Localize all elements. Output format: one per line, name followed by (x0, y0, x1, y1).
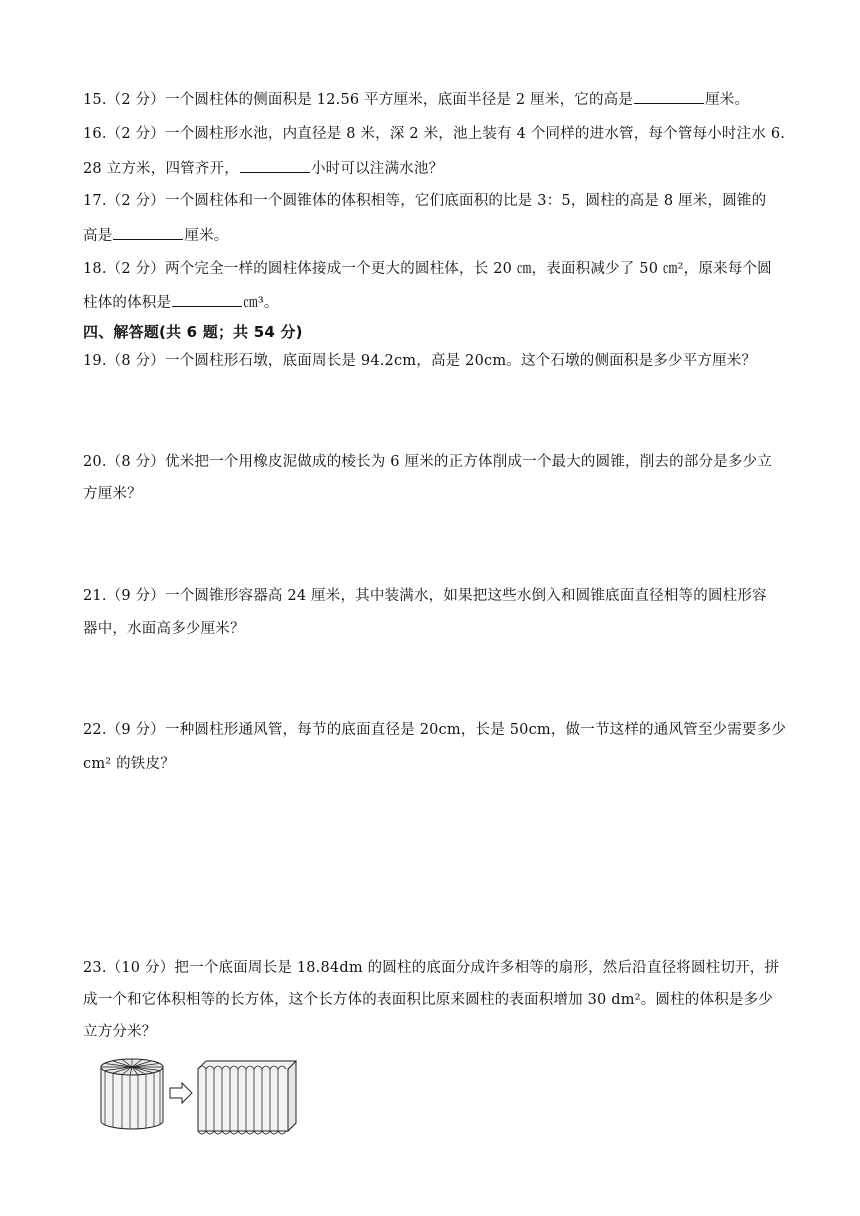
question-15 (83, 89, 749, 110)
question-18-line2 (83, 292, 279, 313)
cylinder-to-cuboid-figure (98, 1055, 298, 1135)
question-20-line1: 20.（8 分）优米把一个用橡皮泥做成的棱长为 6 厘米的正方体削成一个最大的圆锥，削去的部分是多少立 (83, 454, 773, 470)
cylinder-icon (101, 1059, 163, 1129)
question-16-text: 28 立方米，四管齐开， (83, 161, 239, 177)
question-19: 19.（8 分）一个圆柱形石墩，底面周长是 94.2cm，高是 20cm。这个石墩的侧面积是多少平方厘米？ (83, 353, 757, 369)
section-title: 四、解答题(共 6 题；共 54 分) (83, 323, 303, 341)
question-18-line1: 18.（2 分）两个完全一样的圆柱体接成一个更大的圆柱体，长 20 ㎝，表面积减少了 50 ㎝²，原来每个圆 (83, 261, 772, 277)
question-20-line2: 方厘米？ (83, 486, 142, 502)
question-16-tail: 小时可以注满水池？ (310, 161, 444, 177)
question-21-line1: 21.（9 分）一个圆锥形容器高 24 厘米，其中装满水，如果把这些水倒入和圆锥底面直径相等的圆柱形容 (83, 588, 767, 604)
question-16-line1: 16.（2 分）一个圆柱形水池，内直径是 8 米，深 2 米，池上装有 4 个同样的进水管，每个管每小时注水 6. (83, 126, 786, 142)
question-18-text: 柱体的体积是 (83, 295, 172, 311)
question-23-line3: 立方分米？ (83, 1024, 157, 1040)
answer-blank-17[interactable] (113, 225, 183, 240)
question-23-line1: 23.（10 分）把一个底面周长是 18.84dm 的圆柱的底面分成许多相等的扇形，然后沿直径将圆柱切开，拼 (83, 960, 780, 976)
question-22-line1: 22.（9 分）一种圆柱形通风管，每节的底面直径是 20cm，长是 50cm，做一节这样的通风管至少需要多少 (83, 722, 787, 738)
question-15-text: 15.（2 分）一个圆柱体的侧面积是 12.56 平方厘米，底面半径是 2 厘米，它的高是 (83, 92, 634, 108)
question-17-line2 (83, 225, 229, 246)
question-18-unit: ㎝³。 (243, 295, 279, 311)
question-16-line2 (83, 158, 443, 179)
question-21-line2: 器中，水面高多少厘米？ (83, 621, 245, 637)
question-17-unit: 厘米。 (184, 228, 229, 244)
answer-blank-16[interactable] (240, 158, 310, 173)
arrow-right-icon (170, 1083, 192, 1103)
question-22-line2: cm² 的铁皮？ (83, 756, 175, 772)
question-17-line1: 17.（2 分）一个圆柱体和一个圆锥体的体积相等，它们底面积的比是 3：5，圆柱的高是 8 厘米，圆锥的 (83, 193, 767, 209)
cuboid-icon (198, 1061, 296, 1134)
question-15-unit: 厘米。 (705, 92, 750, 108)
answer-blank-18[interactable] (172, 292, 242, 307)
answer-blank-15[interactable] (634, 89, 704, 104)
question-23-line2: 成一个和它体积相等的长方体，这个长方体的表面积比原来圆柱的表面积增加 30 dm²。圆柱的体积是多少 (83, 992, 774, 1008)
question-17-text: 高是 (83, 228, 113, 244)
